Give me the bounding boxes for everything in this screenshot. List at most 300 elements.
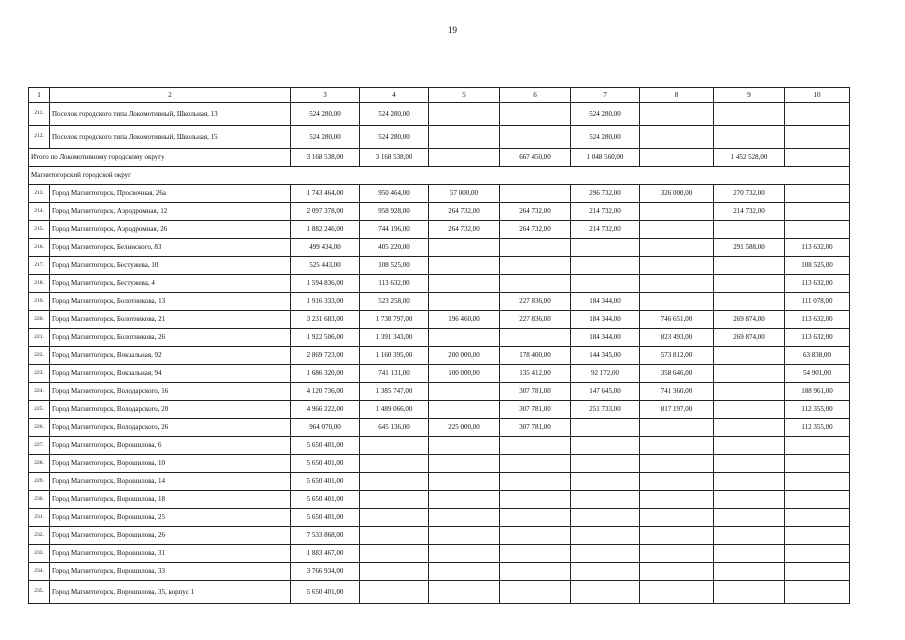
amount-cell bbox=[571, 527, 640, 545]
amount-cell bbox=[500, 491, 571, 509]
amount-cell: 744 196,00 bbox=[360, 221, 429, 239]
amount-cell: 5 650 401,00 bbox=[291, 581, 360, 604]
amount-cell bbox=[640, 473, 714, 491]
page-number: 19 bbox=[448, 25, 457, 35]
amount-cell bbox=[571, 563, 640, 581]
amount-cell bbox=[360, 545, 429, 563]
amount-cell bbox=[429, 509, 500, 527]
amount-cell: 264 732,00 bbox=[500, 203, 571, 221]
amount-cell bbox=[640, 275, 714, 293]
row-number: 222. bbox=[29, 347, 50, 365]
address-cell: Город Магнитогорск, Болотникова, 21 bbox=[50, 311, 291, 329]
address-cell: Город Магнитогорск, Бестужева, 10 bbox=[50, 257, 291, 275]
amount-cell bbox=[429, 527, 500, 545]
amount-cell: 184 344,00 bbox=[571, 293, 640, 311]
address-cell: Город Магнитогорск, Ворошилова, 6 bbox=[50, 437, 291, 455]
amount-cell: 307 781,00 bbox=[500, 419, 571, 437]
amount-cell: 358 646,00 bbox=[640, 365, 714, 383]
amount-cell: 525 443,00 bbox=[291, 257, 360, 275]
amount-cell bbox=[640, 293, 714, 311]
amount-cell: 135 412,00 bbox=[500, 365, 571, 383]
amount-cell bbox=[640, 545, 714, 563]
amount-cell: 144 345,00 bbox=[571, 347, 640, 365]
amount-cell bbox=[640, 203, 714, 221]
row-number: 227. bbox=[29, 437, 50, 455]
amount-cell bbox=[640, 563, 714, 581]
address-cell: Город Магнитогорск, Вокзальная, 94 bbox=[50, 365, 291, 383]
address-cell: Город Магнитогорск, Просвочная, 26а bbox=[50, 185, 291, 203]
row-number: 224. bbox=[29, 383, 50, 401]
amount-cell bbox=[571, 491, 640, 509]
amount-cell bbox=[714, 509, 785, 527]
amount-cell bbox=[500, 527, 571, 545]
amount-cell bbox=[360, 581, 429, 604]
amount-cell: 524 280,00 bbox=[571, 126, 640, 149]
amount-cell bbox=[640, 581, 714, 604]
amount-cell bbox=[429, 581, 500, 604]
address-cell: Город Магнитогорск, Володарского, 26 bbox=[50, 419, 291, 437]
row-number: 216. bbox=[29, 239, 50, 257]
subtotal-amount bbox=[640, 149, 714, 167]
amount-cell bbox=[429, 293, 500, 311]
table-row bbox=[29, 347, 850, 365]
table-row bbox=[29, 185, 850, 203]
amount-cell bbox=[714, 257, 785, 275]
amount-cell: 524 280,00 bbox=[360, 103, 429, 126]
amount-cell: 1 922 506,00 bbox=[291, 329, 360, 347]
amount-cell bbox=[714, 383, 785, 401]
table-row bbox=[29, 383, 850, 401]
row-number: 215. bbox=[29, 221, 50, 239]
amount-cell bbox=[360, 437, 429, 455]
column-number-header: 6 bbox=[500, 88, 571, 103]
row-number: 228. bbox=[29, 455, 50, 473]
amount-cell: 113 632,00 bbox=[785, 329, 850, 347]
address-cell: Город Магнитогорск, Ворошилова, 10 bbox=[50, 455, 291, 473]
row-number: 211. bbox=[29, 103, 50, 126]
amount-cell bbox=[500, 103, 571, 126]
amount-cell bbox=[640, 221, 714, 239]
address-cell: Город Магнитогорск, Белинского, 83 bbox=[50, 239, 291, 257]
amount-cell: 405 220,00 bbox=[360, 239, 429, 257]
address-cell: Город Магнитогорск, Аэродромная, 12 bbox=[50, 203, 291, 221]
amount-cell: 108 525,00 bbox=[360, 257, 429, 275]
amount-cell: 326 000,00 bbox=[640, 185, 714, 203]
amount-cell bbox=[571, 437, 640, 455]
amount-cell: 524 280,00 bbox=[360, 126, 429, 149]
address-cell: Город Магнитогорск, Ворошилова, 31 bbox=[50, 545, 291, 563]
amount-cell bbox=[714, 419, 785, 437]
row-number: 219. bbox=[29, 293, 50, 311]
amount-cell bbox=[429, 437, 500, 455]
row-number: 220. bbox=[29, 311, 50, 329]
amount-cell bbox=[360, 491, 429, 509]
amount-cell bbox=[714, 527, 785, 545]
amount-cell bbox=[640, 455, 714, 473]
amount-cell bbox=[714, 401, 785, 419]
amount-cell bbox=[571, 455, 640, 473]
amount-cell: 3 766 934,00 bbox=[291, 563, 360, 581]
amount-cell bbox=[640, 239, 714, 257]
amount-cell bbox=[429, 455, 500, 473]
amount-cell: 5 650 401,00 bbox=[291, 437, 360, 455]
amount-cell: 100 000,00 bbox=[429, 365, 500, 383]
amount-cell: 270 732,00 bbox=[714, 185, 785, 203]
amount-cell: 1 385 747,00 bbox=[360, 383, 429, 401]
row-number: 213. bbox=[29, 185, 50, 203]
amount-cell bbox=[714, 365, 785, 383]
amount-cell: 964 070,00 bbox=[291, 419, 360, 437]
amount-cell: 113 632,00 bbox=[360, 275, 429, 293]
amount-cell: 113 632,00 bbox=[785, 311, 850, 329]
amount-cell bbox=[571, 581, 640, 604]
subtotal-amount: 667 450,00 bbox=[500, 149, 571, 167]
amount-cell: 3 231 683,00 bbox=[291, 311, 360, 329]
amount-cell bbox=[571, 545, 640, 563]
amount-cell: 57 000,00 bbox=[429, 185, 500, 203]
amount-cell bbox=[500, 563, 571, 581]
amount-cell: 113 632,00 bbox=[785, 275, 850, 293]
amount-cell: 2 097 378,00 bbox=[291, 203, 360, 221]
amount-cell bbox=[500, 126, 571, 149]
row-number: 221. bbox=[29, 329, 50, 347]
amount-cell bbox=[640, 257, 714, 275]
address-cell: Город Магнитогорск, Володарского, 16 bbox=[50, 383, 291, 401]
amount-cell bbox=[785, 103, 850, 126]
amount-cell bbox=[360, 455, 429, 473]
table-row bbox=[29, 581, 850, 604]
amount-cell: 225 000,00 bbox=[429, 419, 500, 437]
amount-cell: 200 000,00 bbox=[429, 347, 500, 365]
amount-cell: 188 961,00 bbox=[785, 383, 850, 401]
column-number-header: 8 bbox=[640, 88, 714, 103]
amount-cell: 1 916 333,00 bbox=[291, 293, 360, 311]
row-number: 218. bbox=[29, 275, 50, 293]
section-title: Магнитогорский городской округ bbox=[29, 167, 850, 185]
amount-cell: 264 732,00 bbox=[429, 221, 500, 239]
amount-cell bbox=[500, 473, 571, 491]
table-row bbox=[29, 221, 850, 239]
amount-cell: 112 355,00 bbox=[785, 419, 850, 437]
amount-cell bbox=[785, 455, 850, 473]
amount-cell bbox=[785, 185, 850, 203]
row-number: 230. bbox=[29, 491, 50, 509]
amount-cell: 5 650 401,00 bbox=[291, 473, 360, 491]
amount-cell: 92 172,00 bbox=[571, 365, 640, 383]
subtotal-amount: 3 168 538,00 bbox=[360, 149, 429, 167]
address-cell: Поселок городского типа Локомотивный, Школьная, 15 bbox=[50, 126, 291, 149]
amount-cell: 111 078,00 bbox=[785, 293, 850, 311]
address-cell: Город Магнитогорск, Аэродромная, 26 bbox=[50, 221, 291, 239]
amount-cell bbox=[429, 491, 500, 509]
address-cell: Город Магнитогорск, Бестужева, 4 bbox=[50, 275, 291, 293]
amount-cell: 823 493,00 bbox=[640, 329, 714, 347]
subtotal-amount: 1 452 528,00 bbox=[714, 149, 785, 167]
amount-cell bbox=[714, 491, 785, 509]
table-row bbox=[29, 401, 850, 419]
amount-cell: 7 533 868,00 bbox=[291, 527, 360, 545]
amount-cell: 307 781,00 bbox=[500, 401, 571, 419]
table-row bbox=[29, 329, 850, 347]
amount-cell: 645 136,00 bbox=[360, 419, 429, 437]
amount-cell bbox=[500, 545, 571, 563]
amount-cell bbox=[429, 275, 500, 293]
amount-cell: 950 464,00 bbox=[360, 185, 429, 203]
table-row bbox=[29, 126, 850, 149]
address-cell: Поселок городского типа Локомотивный, Школьная, 13 bbox=[50, 103, 291, 126]
column-number-header: 4 bbox=[360, 88, 429, 103]
subtotal-amount bbox=[785, 149, 850, 167]
table-row bbox=[29, 293, 850, 311]
amount-cell: 227 836,00 bbox=[500, 311, 571, 329]
column-number-header: 2 bbox=[50, 88, 291, 103]
amount-cell: 1 594 836,00 bbox=[291, 275, 360, 293]
row-number: 233. bbox=[29, 545, 50, 563]
section-row bbox=[29, 167, 850, 185]
amount-cell: 5 650 401,00 bbox=[291, 509, 360, 527]
amount-cell bbox=[500, 437, 571, 455]
table-row bbox=[29, 527, 850, 545]
row-number: 231. bbox=[29, 509, 50, 527]
amount-cell bbox=[785, 545, 850, 563]
amount-cell bbox=[714, 581, 785, 604]
amount-cell bbox=[714, 347, 785, 365]
subtotal-row bbox=[29, 149, 850, 167]
amount-cell: 178 400,00 bbox=[500, 347, 571, 365]
amount-cell bbox=[640, 509, 714, 527]
amount-cell bbox=[571, 509, 640, 527]
amount-cell bbox=[714, 221, 785, 239]
table-row bbox=[29, 437, 850, 455]
amount-cell bbox=[500, 275, 571, 293]
amount-cell: 1 738 797,00 bbox=[360, 311, 429, 329]
subtotal-amount: 3 168 538,00 bbox=[291, 149, 360, 167]
amount-cell bbox=[785, 563, 850, 581]
amount-cell bbox=[500, 239, 571, 257]
amount-cell: 113 632,00 bbox=[785, 239, 850, 257]
table-row bbox=[29, 275, 850, 293]
amount-cell: 269 874,00 bbox=[714, 311, 785, 329]
address-cell: Город Магнитогорск, Ворошилова, 33 bbox=[50, 563, 291, 581]
amount-cell: 4 120 736,00 bbox=[291, 383, 360, 401]
amount-cell: 817 197,00 bbox=[640, 401, 714, 419]
amount-cell bbox=[360, 527, 429, 545]
amount-cell bbox=[714, 126, 785, 149]
column-number-header: 5 bbox=[429, 88, 500, 103]
amount-cell bbox=[714, 473, 785, 491]
amount-cell: 63 838,00 bbox=[785, 347, 850, 365]
subtotal-amount: 1 048 560,00 bbox=[571, 149, 640, 167]
amount-cell: 5 650 401,00 bbox=[291, 455, 360, 473]
amount-cell bbox=[640, 419, 714, 437]
address-cell: Город Магнитогорск, Болотникова, 13 bbox=[50, 293, 291, 311]
amount-cell: 296 732,00 bbox=[571, 185, 640, 203]
amount-cell bbox=[785, 509, 850, 527]
amount-cell: 524 280,00 bbox=[571, 103, 640, 126]
amount-cell: 251 733,00 bbox=[571, 401, 640, 419]
table-row bbox=[29, 419, 850, 437]
amount-cell bbox=[714, 103, 785, 126]
column-number-header: 10 bbox=[785, 88, 850, 103]
row-number: 212. bbox=[29, 126, 50, 149]
amount-cell: 1 391 343,00 bbox=[360, 329, 429, 347]
amount-cell: 214 732,00 bbox=[714, 203, 785, 221]
amount-cell: 741 131,00 bbox=[360, 365, 429, 383]
amount-cell: 264 732,00 bbox=[429, 203, 500, 221]
column-number-header: 9 bbox=[714, 88, 785, 103]
amount-cell bbox=[571, 257, 640, 275]
table-row bbox=[29, 203, 850, 221]
amount-cell bbox=[429, 103, 500, 126]
address-cell: Город Магнитогорск, Ворошилова, 26 bbox=[50, 527, 291, 545]
amount-cell bbox=[785, 126, 850, 149]
amount-cell bbox=[500, 581, 571, 604]
amount-cell: 291 588,00 bbox=[714, 239, 785, 257]
amount-cell: 4 966 222,00 bbox=[291, 401, 360, 419]
address-cell: Город Магнитогорск, Ворошилова, 25 bbox=[50, 509, 291, 527]
amount-cell bbox=[785, 491, 850, 509]
amount-cell: 573 812,00 bbox=[640, 347, 714, 365]
row-number: 232. bbox=[29, 527, 50, 545]
header-row bbox=[29, 88, 850, 103]
amount-cell: 214 732,00 bbox=[571, 203, 640, 221]
amount-cell bbox=[500, 257, 571, 275]
amount-cell bbox=[571, 239, 640, 257]
table-row bbox=[29, 473, 850, 491]
column-number-header: 3 bbox=[291, 88, 360, 103]
amount-cell: 147 645,00 bbox=[571, 383, 640, 401]
amount-cell: 523 258,00 bbox=[360, 293, 429, 311]
table-row bbox=[29, 103, 850, 126]
amount-cell: 1 160 395,00 bbox=[360, 347, 429, 365]
amount-cell: 184 344,00 bbox=[571, 329, 640, 347]
amount-cell bbox=[429, 545, 500, 563]
amount-cell bbox=[785, 221, 850, 239]
amount-cell bbox=[360, 509, 429, 527]
amount-cell bbox=[571, 473, 640, 491]
amount-cell bbox=[500, 455, 571, 473]
table-row bbox=[29, 239, 850, 257]
amount-cell bbox=[429, 401, 500, 419]
amount-cell bbox=[785, 527, 850, 545]
amount-cell bbox=[714, 293, 785, 311]
amount-cell: 746 651,00 bbox=[640, 311, 714, 329]
amount-cell bbox=[640, 527, 714, 545]
table-row bbox=[29, 491, 850, 509]
address-cell: Город Магнитогорск, Ворошилова, 14 bbox=[50, 473, 291, 491]
amount-cell bbox=[785, 437, 850, 455]
table-row bbox=[29, 311, 850, 329]
table-row bbox=[29, 509, 850, 527]
amount-cell: 1 882 246,00 bbox=[291, 221, 360, 239]
subtotal-label: Итого по Локомотивному городскому округу bbox=[29, 149, 291, 167]
amount-cell bbox=[640, 103, 714, 126]
amount-cell bbox=[640, 126, 714, 149]
amount-cell: 54 901,00 bbox=[785, 365, 850, 383]
amount-cell: 307 781,00 bbox=[500, 383, 571, 401]
row-number: 214. bbox=[29, 203, 50, 221]
amount-cell bbox=[360, 563, 429, 581]
amount-cell bbox=[500, 185, 571, 203]
amount-cell: 524 280,00 bbox=[291, 103, 360, 126]
amount-cell bbox=[429, 473, 500, 491]
amount-cell bbox=[714, 563, 785, 581]
amount-cell: 184 344,00 bbox=[571, 311, 640, 329]
amount-cell bbox=[640, 437, 714, 455]
amount-cell: 227 836,00 bbox=[500, 293, 571, 311]
amount-cell: 1 489 066,00 bbox=[360, 401, 429, 419]
amount-cell bbox=[500, 509, 571, 527]
amount-cell bbox=[785, 473, 850, 491]
amount-cell bbox=[429, 383, 500, 401]
amount-cell: 108 525,00 bbox=[785, 257, 850, 275]
subtotal-amount bbox=[429, 149, 500, 167]
address-cell: Город Магнитогорск, Болотникова, 26 bbox=[50, 329, 291, 347]
amount-cell: 5 650 401,00 bbox=[291, 491, 360, 509]
amount-cell bbox=[571, 275, 640, 293]
amount-cell: 2 869 723,00 bbox=[291, 347, 360, 365]
row-number: 226. bbox=[29, 419, 50, 437]
amount-cell bbox=[429, 257, 500, 275]
amount-cell bbox=[714, 545, 785, 563]
amount-cell bbox=[714, 455, 785, 473]
amount-cell: 499 434,00 bbox=[291, 239, 360, 257]
row-number: 235. bbox=[29, 581, 50, 604]
amount-cell: 264 732,00 bbox=[500, 221, 571, 239]
amount-cell: 1 686 320,00 bbox=[291, 365, 360, 383]
address-cell: Город Магнитогорск, Ворошилова, 18 bbox=[50, 491, 291, 509]
row-number: 229. bbox=[29, 473, 50, 491]
data-table bbox=[28, 87, 850, 604]
amount-cell: 1 743 464,00 bbox=[291, 185, 360, 203]
amount-cell bbox=[714, 437, 785, 455]
table-row bbox=[29, 545, 850, 563]
amount-cell: 214 732,00 bbox=[571, 221, 640, 239]
amount-cell: 112 355,00 bbox=[785, 401, 850, 419]
address-cell: Город Магнитогорск, Ворошилова, 35, корпус 1 bbox=[50, 581, 291, 604]
row-number: 217. bbox=[29, 257, 50, 275]
column-number-header: 1 bbox=[29, 88, 50, 103]
row-number: 234. bbox=[29, 563, 50, 581]
amount-cell bbox=[360, 473, 429, 491]
amount-cell bbox=[785, 581, 850, 604]
amount-cell bbox=[640, 491, 714, 509]
amount-cell bbox=[571, 419, 640, 437]
amount-cell bbox=[429, 126, 500, 149]
amount-cell bbox=[500, 329, 571, 347]
amount-cell: 269 874,00 bbox=[714, 329, 785, 347]
amount-cell bbox=[429, 239, 500, 257]
column-number-header: 7 bbox=[571, 88, 640, 103]
table-row bbox=[29, 257, 850, 275]
table-body bbox=[29, 88, 850, 604]
address-cell: Город Магнитогорск, Володарского, 20 bbox=[50, 401, 291, 419]
amount-cell bbox=[429, 329, 500, 347]
address-cell: Город Магнитогорск, Вокзальная, 92 bbox=[50, 347, 291, 365]
row-number: 223. bbox=[29, 365, 50, 383]
amount-cell bbox=[429, 563, 500, 581]
amount-cell: 196 460,00 bbox=[429, 311, 500, 329]
amount-cell bbox=[714, 275, 785, 293]
table-row bbox=[29, 455, 850, 473]
amount-cell: 958 928,00 bbox=[360, 203, 429, 221]
table-row bbox=[29, 365, 850, 383]
amount-cell: 741 360,00 bbox=[640, 383, 714, 401]
amount-cell bbox=[785, 203, 850, 221]
row-number: 225. bbox=[29, 401, 50, 419]
amount-cell: 1 883 467,00 bbox=[291, 545, 360, 563]
amount-cell: 524 280,00 bbox=[291, 126, 360, 149]
